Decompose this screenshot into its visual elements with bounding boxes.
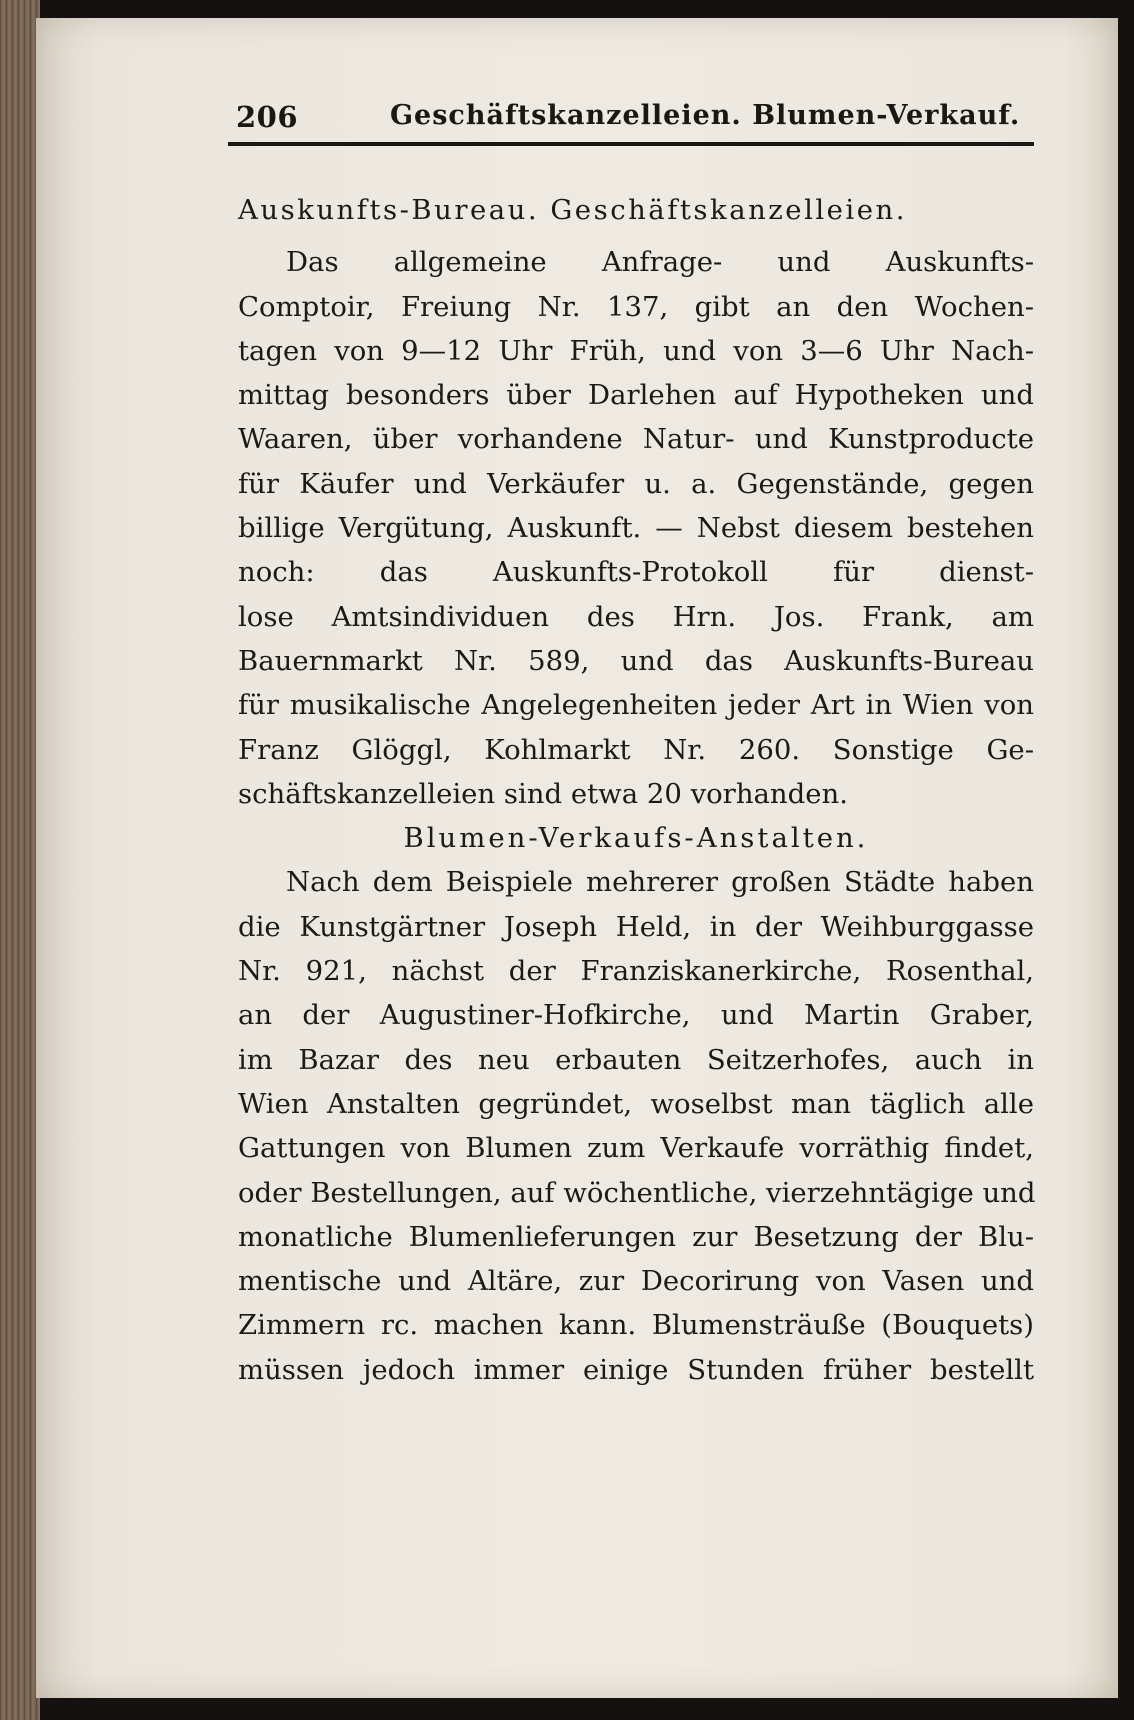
paragraph-line: Das allgemeine Anfrage- und Auskunfts- (286, 246, 1034, 279)
section-heading: Auskunfts-Bureau. Geschäftskanzelleien. (238, 194, 907, 226)
paragraph-line: Nr. 921, nächst der Franziskanerkirche, Rosenthal, (238, 955, 1034, 988)
paragraph-line: lose Amtsindividuen des Hrn. Jos. Frank, am (238, 600, 1034, 633)
paragraph-line: Nach dem Beispiele mehrerer großen Städte haben (286, 866, 1034, 899)
book-binding-edge (0, 0, 40, 1720)
paragraph-line: billige Vergütung, Auskunft. — Nebst diesem bestehen (238, 512, 1034, 545)
paragraph-line: im Bazar des neu erbauten Seitzerhofes, auch in (238, 1043, 1034, 1076)
page-header (200, 100, 1040, 140)
paragraph-line: tagen von 9—12 Uhr Früh, und von 3—6 Uhr Nach- (238, 334, 1034, 367)
page-number: 206 (236, 100, 299, 134)
paragraph-line: für Käufer und Verkäufer u. a. Gegenstände, gegen (238, 467, 1034, 500)
paragraph-line: mittag besonders über Darlehen auf Hypotheken und (238, 379, 1034, 412)
header-rule (228, 142, 1034, 146)
paragraph-line: oder Bestellungen, auf wöchentliche, vierzehntägige und (238, 1176, 1036, 1209)
paragraph-line: Bauernmarkt Nr. 589, und das Auskunfts-Bureau (238, 644, 1034, 677)
paragraph-line: Waaren, über vorhandene Natur- und Kunstproducte (238, 423, 1034, 456)
paragraph-line: monatliche Blumenlieferungen zur Besetzung der Blu- (238, 1220, 1034, 1253)
paragraph-line: an der Augustiner-Hofkirche, und Martin Graber, (238, 999, 1034, 1032)
paragraph-line: Franz Glöggl, Kohlmarkt Nr. 260. Sonstige Ge- (238, 733, 1034, 766)
paragraph-line: Comptoir, Freiung Nr. 137, gibt an den Wochen- (238, 290, 1034, 323)
paragraph-line: mentische und Altäre, zur Decorirung von Vasen und (238, 1265, 1034, 1298)
paragraph-line: Zimmern rc. machen kann. Blumensträuße (Bouquets) (238, 1309, 1034, 1342)
section-heading: Blumen-Verkaufs-Anstalten. (403, 822, 869, 855)
paragraph-line: die Kunstgärtner Joseph Held, in der Weihburggasse (238, 910, 1034, 943)
running-title: Geschäftskanzelleien. Blumen-Verkauf. (390, 100, 1021, 131)
paragraph-line: schäftskanzelleien sind etwa 20 vorhanden. (238, 777, 848, 810)
paragraph-line: müssen jedoch immer einige Stunden früher bestellt (238, 1353, 1034, 1386)
paragraph-line: Gattungen von Blumen zum Verkaufe vorräthig findet, (238, 1132, 1034, 1165)
paragraph-line: für musikalische Angelegenheiten jeder Art in Wien von (238, 689, 1034, 722)
paragraph-line: Wien Anstalten gegründet, woselbst man täglich alle (238, 1087, 1034, 1120)
page-body (238, 188, 1034, 1392)
paragraph-line: noch: das Auskunfts-Protokoll für dienst- (238, 556, 1034, 589)
